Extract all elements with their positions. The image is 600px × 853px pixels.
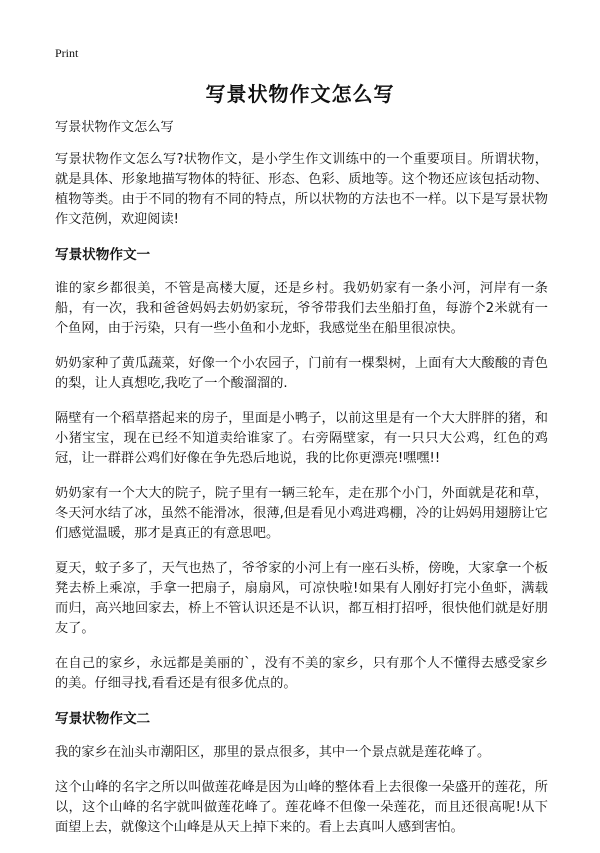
intro-paragraph: 写景状物作文怎么写?状物作文，是小学生作文训练中的一个重要项目。所谓状物，就是具体、形象地描写物体的特征、形态、色彩、质地等。这个物还应该包括动物、植物等类。由于不同的物有不同的特点，所以状物的方法也不一样。以下是写景状物作文范例，欢迎阅读! [55, 152, 548, 227]
paragraph: 这个山峰的名字之所以叫做莲花峰是因为山峰的整体看上去很像一朵盛开的莲花，所以，这个山峰的名字就叫做莲花峰了。莲花峰不但像一朵莲花，而且还很高呢!从下面望上去，就像这个山峰是从天上掉下来的。看上去真叫人感到害怕。 [55, 780, 548, 835]
print-link[interactable]: Print [55, 46, 79, 60]
paragraph: 隔壁有一个稻草搭起来的房子，里面是小鸭子，以前这里是有一个大大胖胖的猪，和小猪宝宝，现在已经不知道卖给谁家了。右旁隔壁家，有一只只大公鸡，红色的鸡冠，让一群群公鸡们好像在争先恐后地说，我的比你更漂亮!嘿嘿!! [55, 411, 548, 466]
paragraph: 我的家乡在汕头市潮阳区，那里的景点很多，其中一个景点就是莲花峰了。 [55, 745, 491, 760]
paragraph: 在自己的家乡，永远都是美丽的`，没有不美的家乡，只有那个人不懂得去感受家乡的美。仔细寻找,看看还是有很多优点的。 [55, 656, 548, 691]
paragraph: 夏天，蚊子多了，天气也热了，爷爷家的小河上有一座石头桥，傍晚，大家拿一个板凳去桥上乘凉，手拿一把扇子，扇扇风，可凉快啦!如果有人刚好打完小鱼虾，满载而归，高兴地回家去，桥上不管认识还是不认识，都互相打招呼，很快他们就是好朋友了。 [55, 561, 548, 636]
paragraph: 奶奶家有一个大大的院子，院子里有一辆三轮车，走在那个小门，外面就是花和草，冬天河水结了冰，虽然不能滑冰，很薄,但是看见小鸡进鸡棚，冷的让妈妈用翅膀让它们感觉温暖，那才是真正的有意思吧。 [55, 486, 548, 541]
article-title: 写景状物作文怎么写 [205, 82, 395, 106]
section-heading-2: 写景状物作文二 [55, 711, 151, 727]
section-heading-1: 写景状物作文一 [55, 247, 151, 263]
paragraph: 谁的家乡都很美，不管是高楼大厦，还是乡村。我奶奶家有一条小河，河岸有一条船，有一次，我和爸爸妈妈去奶奶家玩，爷爷带我们去坐船打鱼，每游个2米就有一个鱼网，由于污染，只有一些小鱼和小龙虾，我感觉坐在船里很凉快。 [55, 281, 548, 336]
article-body [55, 118, 548, 853]
paragraph: 奶奶家种了黄瓜蔬菜，好像一个小农园子，门前有一棵梨树，上面有大大酸酸的青色的梨，让人真想吃,我吃了一个酸溜溜的. [55, 356, 548, 391]
article-subtitle: 写景状物作文怎么写 [55, 120, 174, 135]
